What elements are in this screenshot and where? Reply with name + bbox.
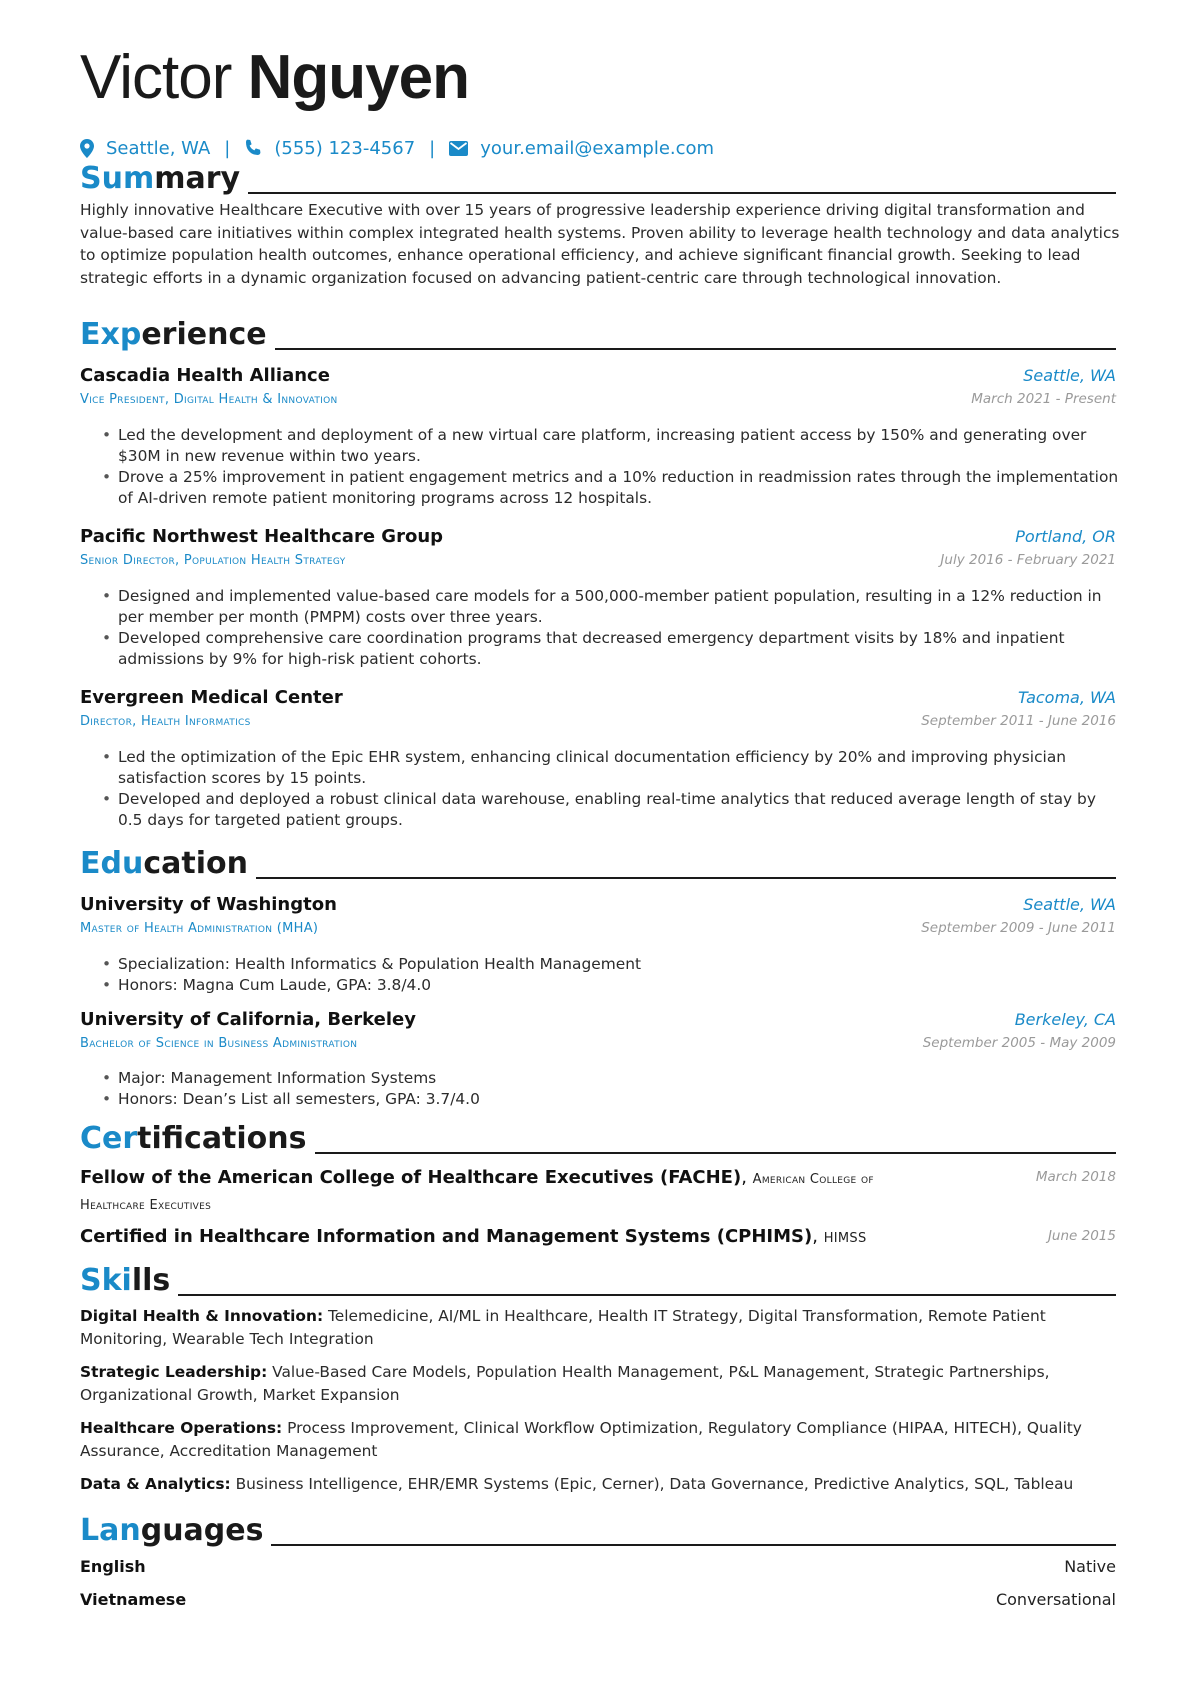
last-name: Nguyen — [247, 43, 469, 112]
location-pin-icon — [80, 139, 94, 158]
job-company: Pacific Northwest Healthcare Group — [80, 526, 444, 547]
list-item: • Drove a 25% improvement in patient engagement metrics and a 10% reduction in readmission rates through the implementation of AI-driven remote patient monitoring programs across 12 hospitals. — [102, 467, 1122, 509]
job-bullets — [102, 425, 1122, 509]
certification-date: March 2018 — [1035, 1169, 1116, 1185]
contact-separator: | — [224, 137, 231, 159]
list-item: • Honors: Magna Cum Laude, GPA: 3.8/4.0 — [102, 975, 1122, 996]
job-dates: March 2021 - Present — [971, 391, 1116, 407]
certification-issuer: American College of Healthcare Executives — [80, 1172, 874, 1213]
resume-name — [80, 42, 469, 114]
skill-label: Strategic Leadership: — [80, 1363, 268, 1381]
phone-text: (555) 123-4567 — [274, 137, 416, 159]
list-item: • Developed and deployed a robust clinical data warehouse, enabling real-time analytics that reduced average length of stay by 0.5 days for targeted patient groups. — [102, 789, 1122, 831]
section-title-languages: Languages — [80, 1508, 1116, 1548]
skill-group — [80, 1305, 1125, 1350]
first-name: Victor — [80, 43, 232, 112]
certification-date: June 2015 — [1047, 1228, 1116, 1244]
school-degree: Bachelor of Science in Business Administration — [80, 1036, 358, 1051]
list-item: • Led the optimization of the Epic EHR system, enhancing clinical documentation efficiency by 20% and improving physician satisfaction scores by 15 points. — [102, 747, 1122, 789]
language-level: Conversational — [995, 1590, 1116, 1609]
job-role: Vice President, Digital Health & Innovation — [80, 392, 338, 407]
job-role: Director, Health Informatics — [80, 714, 251, 729]
job-location: Tacoma, WA — [1017, 688, 1116, 707]
language-name: English — [80, 1557, 146, 1576]
school-bullets — [102, 954, 1122, 996]
section-rule — [271, 1544, 1116, 1546]
summary-text: Highly innovative Healthcare Executive with over 15 years of progressive leadership experience driving digital transformation and value-based care initiatives within complex integrated health systems. Proven ability to leverage health technology and data analytics to optimize population health outcomes, enhance operational efficiency, and achieve significant financial growth. Seeking to lead strategic efforts in a dynamic organization focused on advancing patient-centric care through technological innovation. — [80, 201, 1120, 287]
school-dates: September 2005 - May 2009 — [922, 1035, 1116, 1051]
section-title-education: Education — [80, 841, 1116, 881]
section-rule — [256, 877, 1116, 879]
section-rule — [178, 1294, 1116, 1296]
list-item: • Specialization: Health Informatics & Population Health Management — [102, 954, 1122, 975]
skill-group — [80, 1417, 1125, 1462]
section-title-skills: Skills — [80, 1258, 1116, 1298]
section-rule — [248, 192, 1116, 194]
certification-name: Fellow of the American College of Healthcare Executives (FACHE) — [80, 1167, 742, 1188]
job-role: Senior Director, Population Health Strategy — [80, 553, 346, 568]
skill-label: Data & Analytics: — [80, 1475, 231, 1493]
school-degree: Master of Health Administration (MHA) — [80, 921, 319, 936]
job-location: Seattle, WA — [1023, 366, 1116, 385]
section-title-summary: Summary — [80, 156, 1116, 196]
school-location: Berkeley, CA — [1014, 1010, 1116, 1029]
certification-issuer: HIMSS — [823, 1231, 867, 1246]
list-item: • Developed comprehensive care coordination programs that decreased emergency department visits by 18% and inpatient admissions by 9% for high-risk patient cohorts. — [102, 628, 1122, 670]
contact-separator: | — [429, 137, 436, 159]
job-bullets — [102, 586, 1122, 670]
list-item: • Designed and implemented value-based care models for a 500,000-member patient population, resulting in a 12% reduction in per member per month (PMPM) costs over three years. — [102, 586, 1122, 628]
language-level: Native — [1064, 1557, 1116, 1576]
school-location: Seattle, WA — [1023, 895, 1116, 914]
location-text: Seattle, WA — [106, 137, 211, 159]
school-bullets — [102, 1068, 1122, 1110]
skill-list: Business Intelligence, EHR/EMR Systems (Epic, Cerner), Data Governance, Predictive Analytics, SQL, Tableau — [235, 1475, 1074, 1493]
skill-list: Telemedicine, AI/ML in Healthcare, Health IT Strategy, Digital Transformation, Remote Patient Monitoring, Wearable Tech Integration — [80, 1307, 1046, 1348]
job-location: Portland, OR — [1015, 527, 1116, 546]
job-dates: September 2011 - June 2016 — [921, 713, 1116, 729]
list-item: • Led the development and deployment of a new virtual care platform, increasing patient access by 150% and generating over $30M in new revenue within two years. — [102, 425, 1122, 467]
language-name: Vietnamese — [80, 1590, 187, 1609]
certification-item: Fellow of the American College of Healthcare Executives (FACHE), American College of Healthcare Executives — [80, 1167, 874, 1213]
section-title-certifications: Certifications — [80, 1116, 1116, 1156]
skill-group — [80, 1473, 1125, 1496]
section-rule — [275, 348, 1116, 350]
section-rule — [315, 1152, 1116, 1154]
job-bullets — [102, 747, 1122, 831]
job-dates: July 2016 - February 2021 — [940, 552, 1116, 568]
email-link: your.email@example.com — [480, 137, 715, 159]
section-title-experience: Experience — [80, 312, 1116, 352]
school-name: University of California, Berkeley — [80, 1009, 416, 1030]
job-company: Evergreen Medical Center — [80, 687, 343, 708]
envelope-icon — [449, 141, 468, 156]
skill-group — [80, 1361, 1125, 1406]
school-name: University of Washington — [80, 894, 337, 915]
job-company: Cascadia Health Alliance — [80, 365, 330, 386]
list-item: • Honors: Dean’s List all semesters, GPA: 3.7/4.0 — [102, 1089, 1122, 1110]
skill-list: Process Improvement, Clinical Workflow Optimization, Regulatory Compliance (HIPAA, HITECH), Quality Assurance, Accreditation Management — [80, 1419, 1082, 1460]
phone-icon — [244, 139, 262, 157]
list-item: • Major: Management Information Systems — [102, 1068, 1122, 1089]
school-dates: September 2009 - June 2011 — [921, 920, 1116, 936]
skill-label: Digital Health & Innovation: — [80, 1307, 324, 1325]
skill-list: Value-Based Care Models, Population Health Management, P&L Management, Strategic Partnerships, Organizational Growth, Market Expansion — [80, 1363, 1050, 1404]
certification-item: Certified in Healthcare Information and Management Systems (CPHIMS), HIMSS — [80, 1226, 867, 1247]
skill-label: Healthcare Operations: — [80, 1419, 283, 1437]
certification-name: Certified in Healthcare Information and Management Systems (CPHIMS) — [80, 1226, 813, 1247]
